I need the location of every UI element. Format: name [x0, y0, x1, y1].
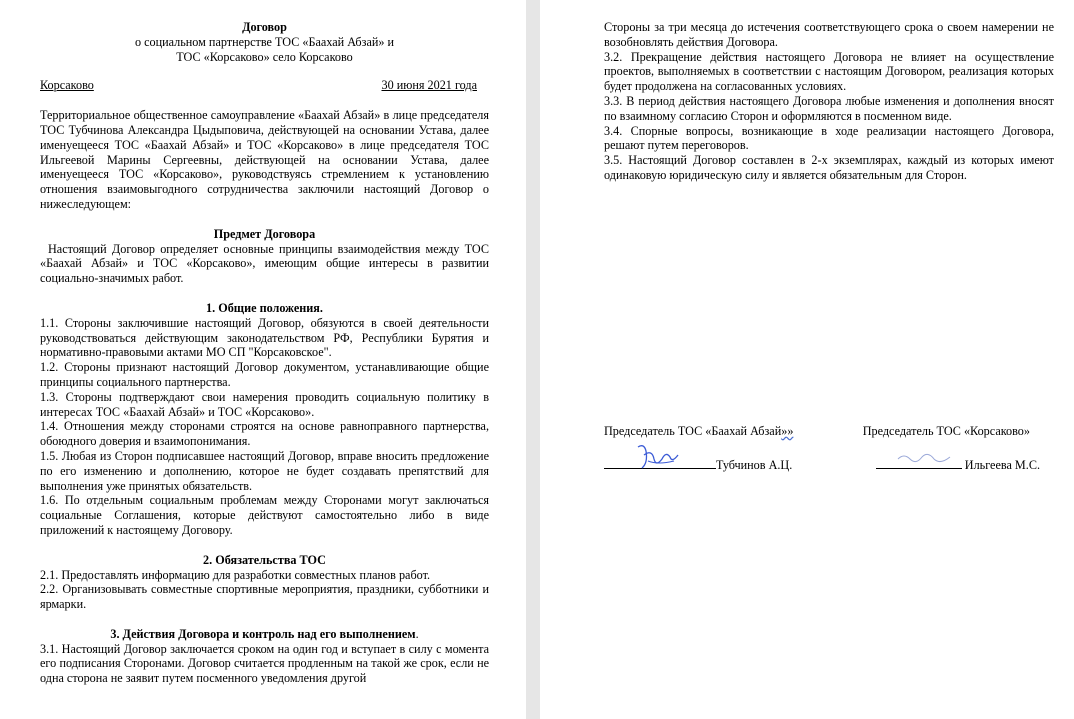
signature-left-title-tail: »»	[781, 424, 794, 438]
clause-3-3: 3.3. В период действия настоящего Договора любые изменения и дополнения вносят по взаимному согласию Сторон и оформляются в посменном виде.	[604, 93, 1054, 123]
signature-line-right	[876, 455, 962, 469]
subject-heading: Предмет Договора	[213, 226, 316, 241]
clause-1-1: 1.1. Стороны заключившие настоящий Договор, обязуются в своей деятельности руководствоваться действующим законодательством РФ, Республики Бурятия и нормативно-правовыми актами МО СП "Корсаковское".	[40, 315, 489, 360]
clause-2-2: 2.2. Организовывать совместные спортивные мероприятия, праздники, субботники и ярмарки.	[40, 582, 489, 612]
section-2-heading: 2. Обязательства ТОС	[203, 552, 326, 567]
clause-1-4: 1.4. Отношения между сторонами строятся на основе равноправного партнерства, обоюдного доверия и взаимопонимания.	[40, 419, 489, 449]
handwritten-signature-left	[634, 441, 684, 471]
signature-right-title: Председатель ТОС «Корсаково»	[862, 424, 1030, 438]
signature-titles-row	[604, 424, 1074, 439]
signature-right-cell	[876, 455, 1040, 473]
intro-paragraph: Территориальное общественное самоуправление «Баахай Абзай» в лице председателя ТОС Тубчинова Александра Цыдыповича, действующей на основании Устава, далее именуещееся ТОС «Баахай Абзай» и ТОС «Корсаково» в лице председателя ТОС Ильгеевой Марины Сергеевны, действующей на основании Устава, далее именуещееся ТОС «Корсаково», руководствуясь стремлением к установлению отношения взаимовыгодного сотрудничества заключили настоящий Договор о нижеследующем:	[40, 108, 489, 211]
signature-right-name: Ильгеева М.С.	[961, 457, 1040, 472]
clause-1-5: 1.5. Любая из Сторон подписавшее настоящий Договор, вправе вносить предложение по его изменению и дополнению, которое не будет создавать препятствий для выполнения уже принятых обязательств.	[40, 448, 489, 493]
place-date-row	[40, 78, 489, 93]
signature-block	[604, 424, 1074, 473]
section-3-heading-wrap	[40, 627, 489, 642]
clause-2-1: 2.1. Предоставлять информацию для разработки совместных планов работ.	[40, 567, 431, 582]
clause-3-5: 3.5. Настоящий Договор составлен в 2-х экземплярах, каждый из которых имеют одинаковую юридическую силу и является обязательным для Сторон.	[604, 153, 1054, 182]
date: 30 июня 2021 года	[381, 78, 477, 93]
clause-1-2: 1.2. Стороны признают настоящий Договор документом, устанавливающие общие принципы социального партнерства.	[40, 360, 489, 389]
signature-left-title: Председатель ТОС «Баахай Абзай	[604, 424, 782, 438]
clause-1-6: 1.6. По отдельным социальным проблемам между Сторонами могут заключаться социальные Соглашения, которые действуют самостоятельно либо в виде приложений к настоящему Договору.	[40, 493, 489, 537]
clause-3-1-continuation: Стороны за три месяца до истечения соответствующего срока о своем намерении не возобновлять действия Договора.	[604, 20, 1054, 49]
document-page-right	[540, 0, 1074, 719]
subject-paragraph: Настоящий Договор определяет основные принципы взаимодействия между ТОС «Баахай Абзай» и ТОС «Корсаково», имеющим общие интересы в развитии социально-значимых работ.	[40, 241, 489, 286]
signature-left-name: Тубчинов А.Ц.	[716, 457, 793, 472]
doc-subtitle-line1: о социальном партнерстве ТОС «Баахай Абзай» и	[134, 34, 395, 49]
section-3-heading-tail: .	[415, 626, 419, 641]
signature-left-title-wrap	[604, 424, 793, 439]
signature-line-left	[604, 455, 716, 469]
signature-lines-row	[604, 455, 1074, 473]
page-right-content	[604, 20, 1054, 183]
handwritten-signature-right	[894, 445, 954, 471]
section-3-heading: 3. Действия Договора и контроль над его выполнением	[110, 626, 416, 641]
section-1-heading: 1. Общие положения.	[206, 300, 323, 315]
clause-1-3: 1.3. Стороны подтверждают свои намерения проводить социальную политику в интересах ТОС «Баахай Абзай» и ТОС «Корсаково».	[40, 389, 489, 419]
page-left-content	[40, 20, 489, 686]
doc-title: Договор	[242, 20, 287, 34]
place: Корсаково	[40, 78, 94, 93]
doc-subtitle-line2: ТОС «Корсаково» село Корсаково	[176, 49, 353, 64]
clause-3-4: 3.4. Спорные вопросы, возникающие в ходе реализации настоящего Договора, решают путем переговоров.	[604, 123, 1054, 153]
document-page-left	[0, 0, 526, 719]
signature-left-cell	[604, 455, 792, 473]
clause-3-1: 3.1. Настоящий Договор заключается сроком на один год и вступает в силу с момента его подписания Сторонами. Договор считается продленным на такой же срок, если не одна сторона не заявит путем посменного уведомления другой	[40, 641, 489, 686]
clause-3-2: 3.2. Прекращение действия настоящего Договора не влияет на осуществление проектов, выполняемых в соответствии с настоящим Договором, реализация которых будет продолжена на согласованных условиях.	[604, 49, 1054, 94]
